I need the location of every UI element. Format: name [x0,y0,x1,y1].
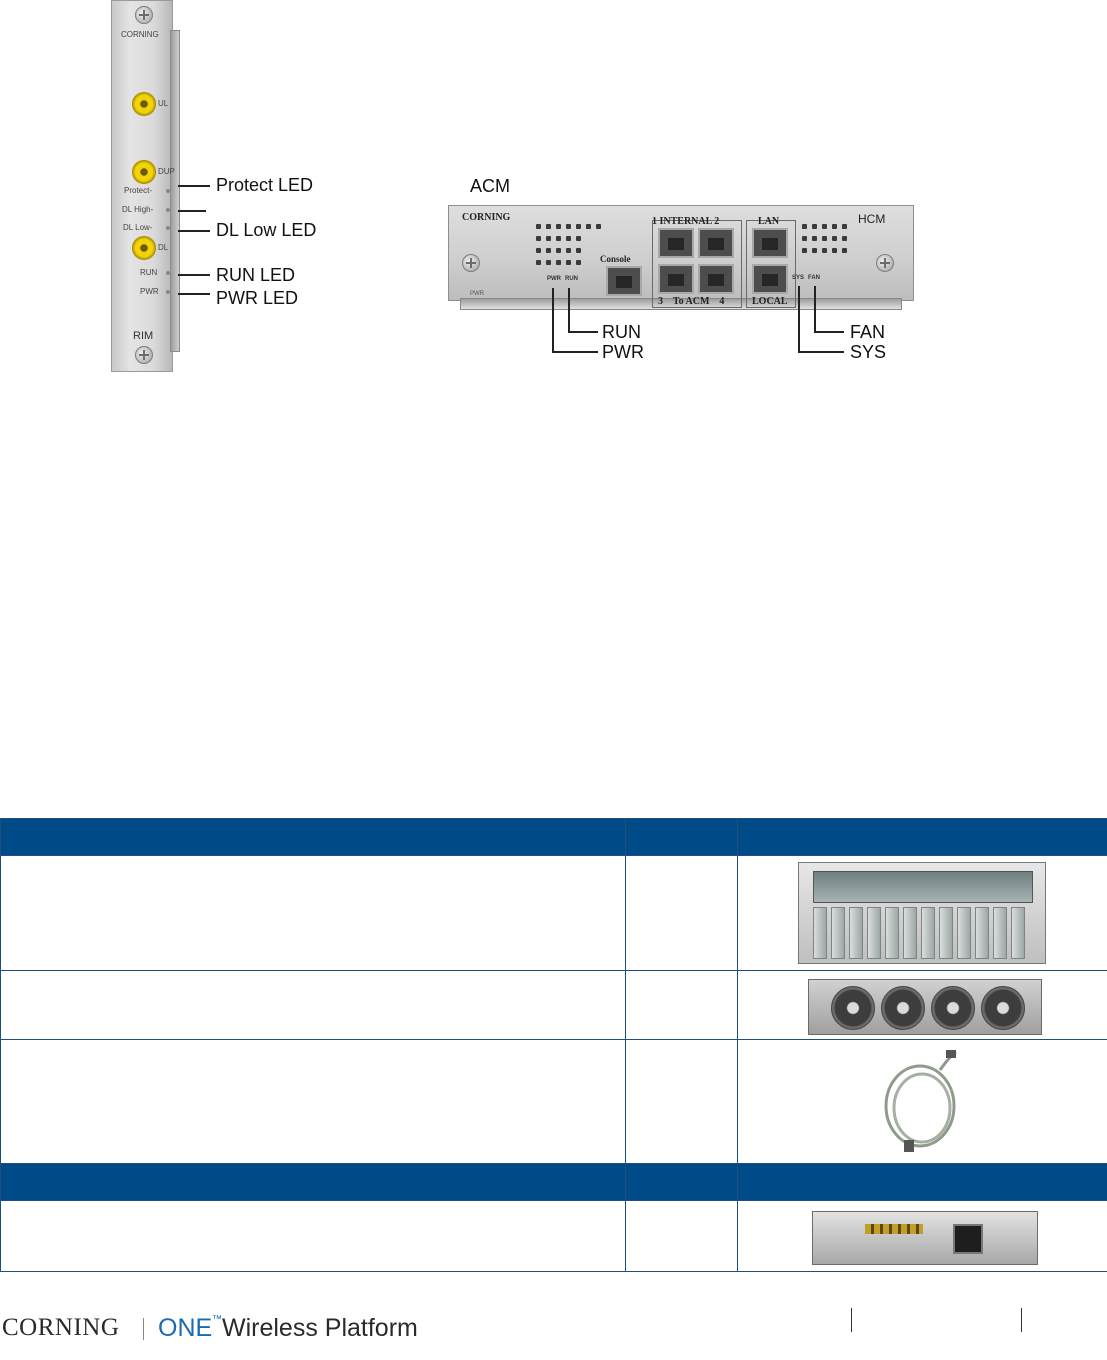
dl-low-led-label: DL Low- [123,223,153,232]
fan-icon [931,986,975,1030]
panel-pwr-label: PWR [470,291,484,297]
dl-low-led-callout: DL Low LED [216,220,317,240]
chassis-image [798,862,1046,964]
table-row [1,971,1107,1040]
fan-led-panel-label: FAN [808,275,820,281]
footer-divider [851,1308,852,1332]
bottom-screw-icon [135,346,153,364]
internal-port-1[interactable] [658,228,694,258]
console-port[interactable] [606,266,642,296]
internal-port-2[interactable] [698,228,734,258]
sys-callout-vline [798,286,800,352]
table-row [1,1201,1107,1272]
hcm-fan-callout: FAN [850,322,886,342]
header-cell [1,819,626,856]
sys-callout-hline [798,351,844,353]
dl-low-callout-line [178,230,210,232]
internal-ports-label: 1 INTERNAL 2 [652,216,720,227]
description-cell [1,971,626,1040]
table-header-row [1,819,1107,856]
protect-callout-line [178,185,210,187]
top-screw-icon [135,6,153,24]
quantity-cell [626,856,738,971]
table-row [1,1040,1107,1164]
cable-image [880,1050,960,1154]
dup-connector-icon [132,160,156,184]
left-vent-grid [536,224,616,276]
run-led [166,271,170,275]
pwr-led-label: PWR [140,287,159,296]
lan-port[interactable] [752,228,788,258]
dl-high-callout-line [178,210,206,212]
header-cell [738,819,1107,856]
trademark-symbol: ™ [212,1314,222,1325]
rim-module-figure [108,0,358,372]
description-cell [1,1040,626,1164]
dl-high-led [166,208,170,212]
run-led-label: RUN [140,268,158,277]
protect-led [166,189,170,193]
console-label: Console [600,254,631,264]
dl-port-label: DL [158,243,169,252]
dl-low-led [166,226,170,230]
lan-label: LAN [758,216,780,227]
hcm-module-name: HCM [858,212,886,226]
internal-port-3[interactable] [658,264,694,294]
parts-table [0,818,1107,1272]
image-cell [738,971,1107,1040]
ul-connector-icon [132,92,156,116]
table-header-row [1,1164,1107,1201]
pwr-led-panel-label: PWR [547,276,561,282]
module-image [812,1211,1038,1265]
local-port[interactable] [752,264,788,294]
run-callout-vline [568,288,570,332]
image-cell [738,1040,1107,1164]
dup-port-label: DUP [158,167,175,176]
hcm-run-callout: RUN [602,322,641,342]
fan-icon [831,986,875,1030]
left-screw-icon [462,254,480,272]
pwr-callout-line [178,293,210,295]
run-led-panel-label: RUN [565,276,578,282]
protect-led-callout: Protect LED [216,175,314,195]
table-row [1,856,1107,971]
description-cell [1,1201,626,1272]
fan-icon [981,986,1025,1030]
dl-connector-icon [132,236,156,260]
right-vent-grid [802,224,862,268]
run-callout-hline [568,331,598,333]
page-footer [0,1308,1107,1360]
dl-high-led-label: DL High- [122,205,154,214]
sys-led-panel-label: SYS [792,275,805,281]
quantity-cell [626,1040,738,1164]
acm-label: ACM [470,176,510,196]
rim-side-rail [170,30,180,352]
footer-divider [1021,1308,1022,1332]
fan-tray-image [808,979,1042,1035]
corning-logo: CORNING [2,1314,120,1341]
hcm-sys-callout: SYS [850,342,887,362]
fan-icon [881,986,925,1030]
image-cell [738,1201,1107,1272]
ul-port-label: UL [158,99,169,108]
run-led-callout: RUN LED [216,265,296,285]
quantity-cell [626,1201,738,1272]
platform-name-text: Wireless Platform [222,1314,418,1342]
description-cell [1,856,626,971]
hcm-module-figure [440,170,940,380]
pwr-led-callout: PWR LED [216,288,299,308]
pwr-led [166,290,170,294]
local-label: LOCAL [752,296,788,307]
header-cell [738,1164,1107,1201]
header-cell [626,1164,738,1201]
rim-module-name: RIM [133,330,154,342]
right-screw-icon [876,254,894,272]
fan-callout-vline [814,286,816,332]
rim-brand-label: CORNING [121,30,159,39]
image-cell [738,856,1107,971]
fan-callout-hline [814,331,844,333]
quantity-cell [626,971,738,1040]
to-acm-label: 3 To ACM 4 [658,296,725,307]
internal-port-4[interactable] [698,264,734,294]
hcm-pwr-callout: PWR [602,342,644,362]
header-cell [1,1164,626,1201]
header-cell [626,819,738,856]
pwr-callout-vline [552,288,554,352]
logo-divider [143,1318,144,1340]
run-callout-line [178,274,210,276]
one-brand-text: ONE [158,1314,213,1342]
protect-led-label: Protect- [124,186,153,195]
pwr-callout-hline [552,351,598,353]
hcm-brand-label: CORNING [462,212,511,223]
